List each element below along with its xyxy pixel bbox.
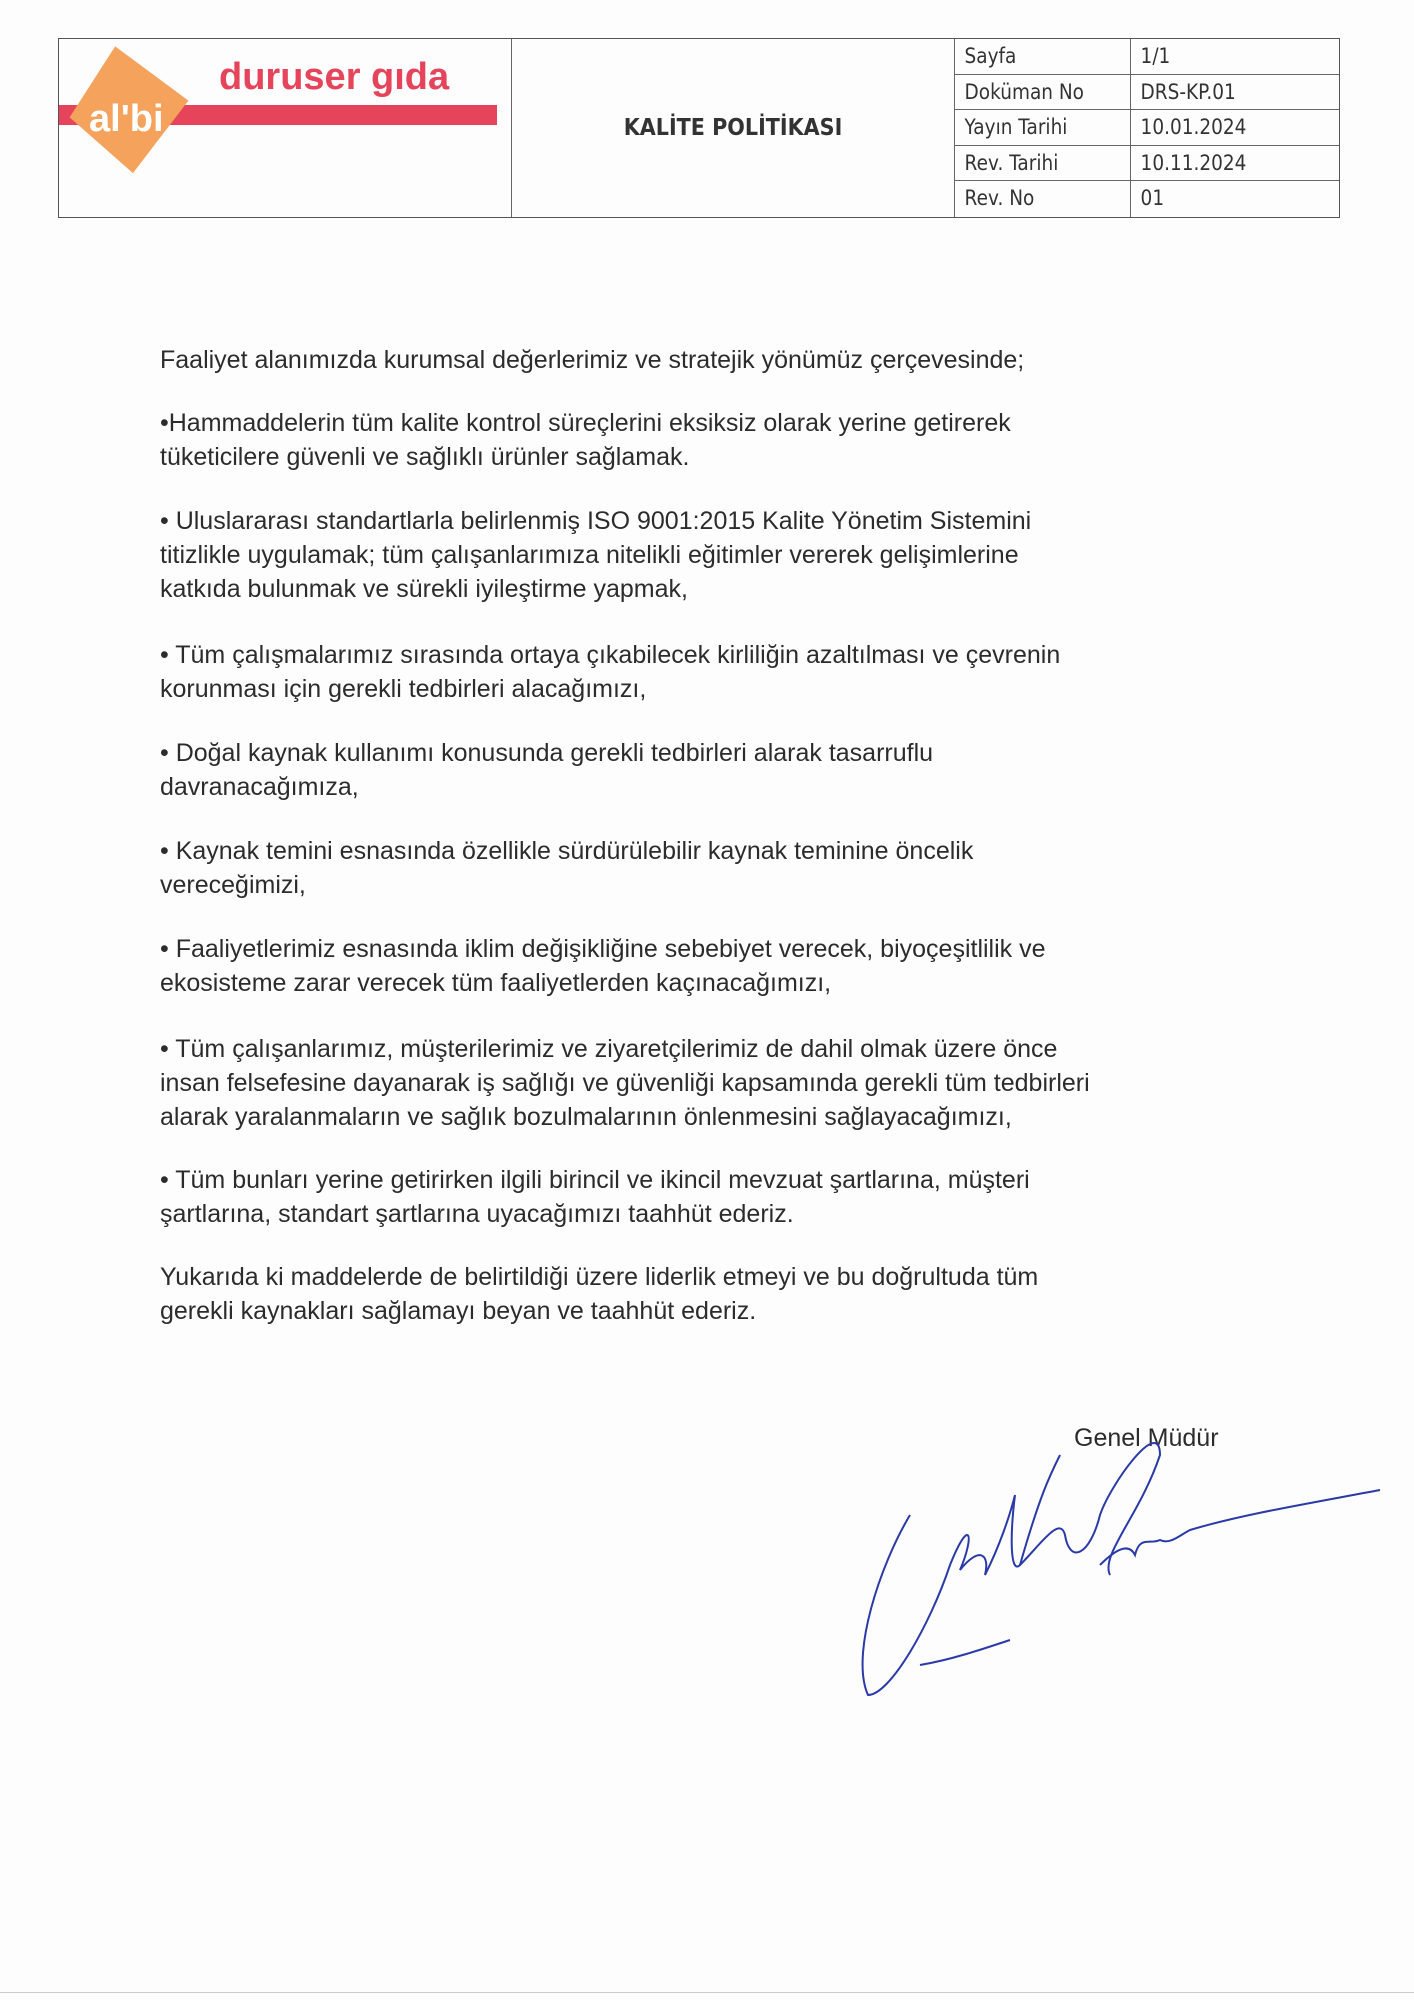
text-line: • Tüm bunları yerine getirirken ilgili birincil ve ikincil mevzuat şartlarına, müşteri [160, 1166, 1030, 1194]
policy-paragraph [160, 1032, 1090, 1134]
document-title: KALİTE POLİTİKASI [623, 115, 843, 141]
text-line: tüketicilere güvenli ve sağlıklı ürünler sağlamak. [160, 443, 690, 471]
text-line: şartlarına, standart şartlarına uyacağımızı taahhüt ederiz. [160, 1200, 794, 1228]
policy-paragraph [160, 406, 1011, 474]
text-line: Faaliyet alanımızda kurumsal değerlerimiz ve stratejik yönümüz çerçevesinde; [160, 346, 1025, 374]
meta-value: 01 [1140, 186, 1165, 211]
meta-label: Rev. No [964, 186, 1035, 211]
text-line: katkıda bulunmak ve sürekli iyileştirme yapmak, [160, 575, 688, 603]
policy-paragraph [160, 1163, 1030, 1231]
text-line: insan felsefesine dayanarak iş sağlığı ve güvenliği kapsamında gerekli tüm tedbirleri [160, 1069, 1090, 1097]
policy-paragraph [160, 736, 933, 804]
meta-label: Sayfa [964, 44, 1017, 68]
text-line: davranacağımıza, [160, 773, 359, 801]
text-line: alarak yaralanmaların ve sağlık bozulmalarının önlenmesini sağlayacağımızı, [160, 1103, 1012, 1131]
meta-row [954, 146, 1339, 182]
meta-row [954, 110, 1339, 146]
text-line: vereceğimizi, [160, 871, 306, 899]
document-header [58, 38, 1340, 218]
meta-value: DRS-KP.01 [1140, 79, 1236, 104]
text-line: gerekli kaynakları sağlamayı beyan ve taahhüt ederiz. [160, 1297, 757, 1325]
meta-label: Yayın Tarihi [964, 115, 1068, 140]
text-line: • Kaynak temini esnasında özellikle sürdürülebilir kaynak teminine öncelik [160, 837, 974, 865]
policy-paragraph [160, 932, 1046, 1000]
policy-paragraph [160, 1260, 1038, 1328]
svg-text:al'bi: al'bi [89, 98, 164, 140]
text-line: • Tüm çalışanlarımız, müşterilerimiz ve ziyaretçilerimiz de dahil olmak üzere önce [160, 1035, 1058, 1063]
policy-paragraph [160, 834, 973, 902]
page-edge [0, 1992, 1414, 1993]
meta-value: 10.01.2024 [1140, 115, 1247, 140]
meta-label: Rev. Tarihi [964, 150, 1059, 175]
signature [860, 1395, 1390, 1705]
meta-row [954, 181, 1339, 217]
text-line: • Doğal kaynak kullanımı konusunda gerekli tedbirleri alarak tasarruflu [160, 739, 934, 767]
policy-paragraph [160, 638, 1060, 706]
text-line: •Hammaddelerin tüm kalite kontrol süreçlerini eksiksiz olarak yerine getirerek [160, 409, 1011, 437]
policy-paragraph [160, 504, 1031, 606]
text-line: • Tüm çalışmalarımız sırasında ortaya çıkabilecek kirliliğin azaltılması ve çevrenin [160, 641, 1061, 669]
meta-value: 10.11.2024 [1140, 150, 1247, 175]
meta-value: 1/1 [1140, 44, 1171, 68]
text-line: ekosisteme zarar verecek tüm faaliyetlerden kaçınacağımızı, [160, 969, 832, 997]
policy-paragraph [160, 343, 1024, 377]
text-line: Yukarıda ki maddelerde de belirtildiği üzere liderlik etmeyi ve bu doğrultuda tüm [160, 1263, 1039, 1291]
svg-text:duruser gıda: duruser gıda [219, 56, 450, 98]
meta-row [954, 75, 1339, 111]
text-line: korunması için gerekli tedbirleri alacağımızı, [160, 675, 647, 703]
meta-label: Doküman No [964, 79, 1084, 104]
text-line: • Uluslararası standartlarla belirlenmiş ISO 9001:2015 Kalite Yönetim Sistemini [160, 507, 1032, 535]
text-line: titizlikle uygulamak; tüm çalışanlarımıza nitelikli eğitimler vererek gelişimlerine [160, 541, 1019, 569]
company-logo [59, 39, 511, 217]
divider [511, 39, 512, 217]
signature-role: Genel Müdür [1074, 1424, 1219, 1452]
meta-row [954, 39, 1339, 75]
document-meta-table [954, 39, 1339, 217]
text-line: • Faaliyetlerimiz esnasında iklim değişikliğine sebebiyet verecek, biyoçeşitlilik ve [160, 935, 1046, 963]
